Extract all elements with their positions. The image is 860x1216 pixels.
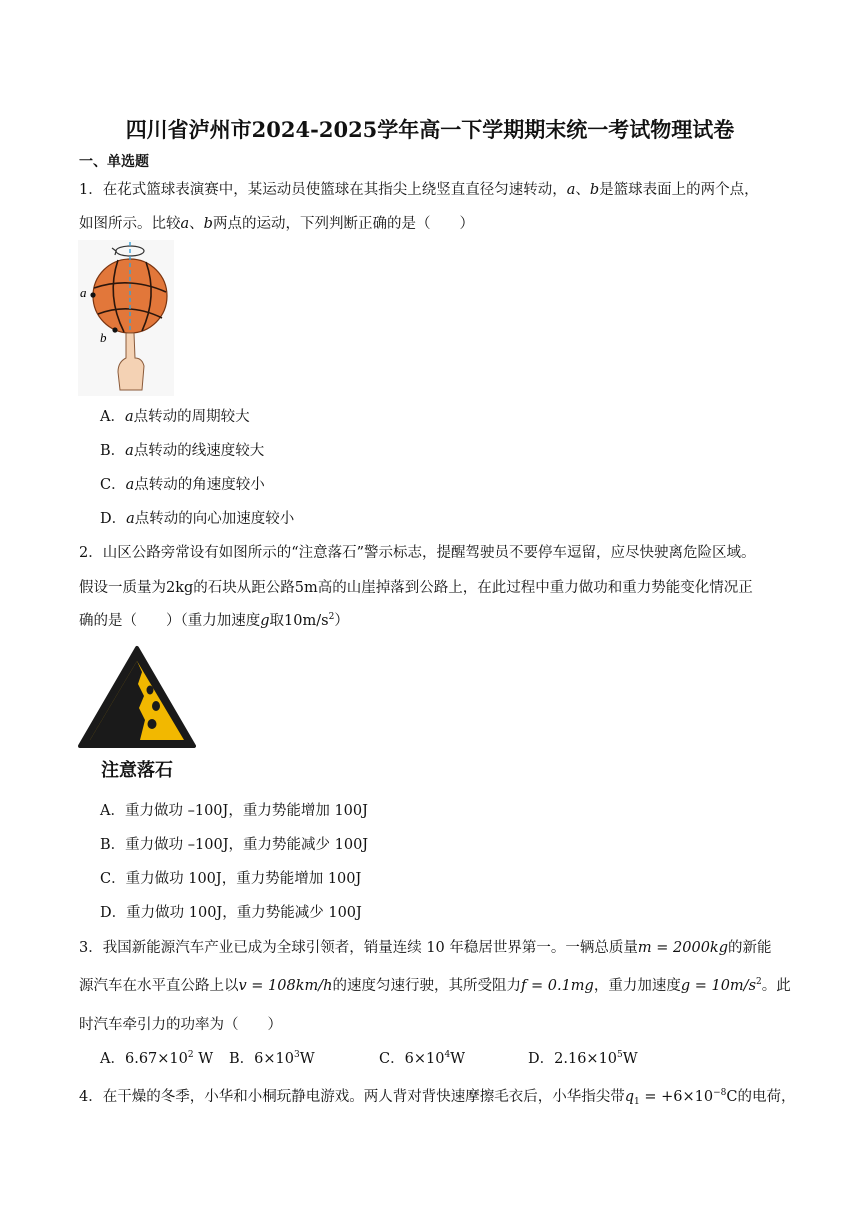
q3-line-1: 3．我国新能源汽车产业已成为全球引领者，销量连续 10 年稳居世界第一。一辆总质量m = 2000kg的新能 [79, 940, 772, 956]
q3-option-a: A．$6.67\times 10^2$ W [100, 1050, 214, 1067]
q4-line-1: 4．在干燥的冬季，小华和小桐玩静电游戏。两人背对背快速摩擦毛衣后，小华指尖带$q_1 = +6\times 10^{-8}C$的电荷， [79, 1088, 796, 1107]
falling-rock-sign [78, 644, 196, 782]
section-heading: 一、单选题 [79, 154, 149, 170]
q2-line-3: 确的是（ ）（重力加速度g取$10m/s^2$） [79, 612, 349, 629]
q1-option-c: C．a点转动的角速度较小 [100, 477, 265, 493]
q2-option-a: A．重力做功 –100J，重力势能增加 100J [100, 803, 368, 819]
q2-option-d: D．重力做功 100J，重力势能减少 100J [100, 905, 362, 921]
q3-option-d: D．$2.16\times 10^5W$ [528, 1050, 638, 1067]
q1-line-2: 如图所示。比较a、b两点的运动，下列判断正确的是（ ） [79, 216, 474, 232]
q2-option-c: C．重力做功 100J，重力势能增加 100J [100, 871, 362, 887]
q2-option-b: B．重力做功 –100J，重力势能减少 100J [100, 837, 369, 853]
q1-line-1: 1．在花式篮球表演赛中，某运动员使篮球在其指尖上绕竖直直径匀速转动，a、b是篮球表面上的两个点， [79, 182, 759, 198]
q1-option-d: D．a点转动的向心加速度较小 [100, 511, 295, 527]
q3-option-b: B．$6\times 10^3W$ [229, 1050, 315, 1067]
q2-line-2: 假设一质量为2kg的石块从距公路5m高的山崖掉落到公路上，在此过程中重力做功和重力势能变化情况正 [79, 580, 753, 596]
label-b: b [100, 330, 107, 345]
label-a: a [80, 285, 87, 300]
q3-line-3: 时汽车牵引力的功率为（ ） [79, 1017, 282, 1033]
page-title: 四川省泸州市2024-2025学年高一下学期期末统一考试物理试卷 [125, 117, 735, 142]
basketball-figure [78, 240, 174, 396]
q3-line-2: 源汽车在水平直公路上以v = 108km/h的速度匀速行驶，其所受阻力f = 0.1mg，重力加速度$g = 10m/s^2$。此 [79, 977, 791, 994]
q1-option-b: B．a点转动的线速度较大 [100, 443, 265, 459]
point-b [112, 327, 117, 332]
rock-icon [147, 686, 154, 695]
point-a [90, 292, 95, 297]
q2-line-1: 2．山区公路旁常设有如图所示的“注意落石”警示标志，提醒驾驶员不要停车逗留，应尽快驶离危险区域。 [79, 545, 756, 561]
sign-text: 注意落石 [101, 760, 173, 781]
q1-option-a: A．a点转动的周期较大 [100, 409, 250, 425]
q3-option-c: C．$6\times 10^4W$ [379, 1050, 466, 1067]
